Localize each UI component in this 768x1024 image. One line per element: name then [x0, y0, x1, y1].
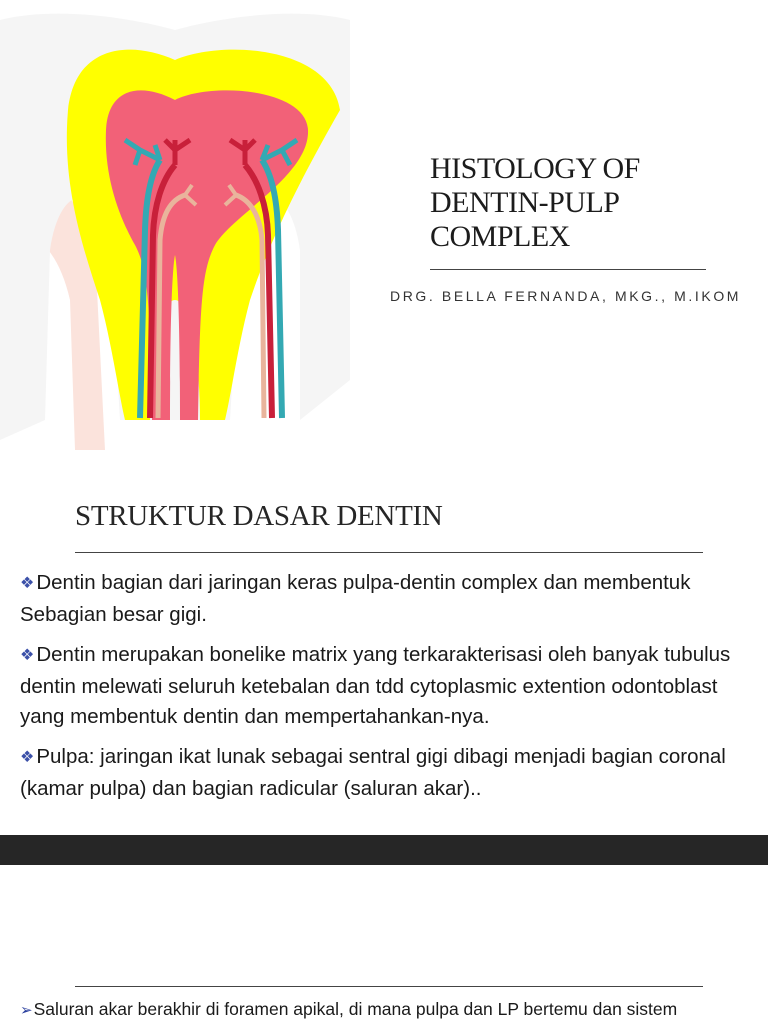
slide-separator [0, 835, 768, 865]
bullet-text: Saluran akar berakhir di foramen apikal, di mana pulpa dan LP bertemu dan sistem [33, 999, 678, 1019]
diamond-bullet-icon: ❖ [20, 749, 35, 766]
content-slide [0, 470, 768, 835]
title-line: HISTOLOGY OF [430, 152, 640, 185]
bullet-item [20, 640, 765, 732]
bullet-text: Pulpa: jaringan ikat lunak sebagai sentral gigi dibagi menjadi bagian coronal (kamar pulpa) dan bagian radicular (saluran akar).. [20, 745, 726, 800]
title-divider [430, 269, 706, 270]
bullet-item [20, 742, 765, 804]
title-line: COMPLEX [430, 220, 570, 253]
diamond-bullet-icon: ❖ [20, 575, 35, 592]
bullet-text: Dentin merupakan bonelike matrix yang terkarakterisasi oleh banyak tubulus dentin melewati seluruh ketebalan dan tdd cytoplasmic extention odontoblast yang membentuk dentin dan mempertahankan-nya. [20, 643, 731, 728]
diamond-bullet-icon: ❖ [20, 647, 35, 664]
bullet-text: Dentin bagian dari jaringan keras pulpa-dentin complex dan membentuk Sebagian besar gigi. [20, 571, 691, 626]
next-slide [0, 865, 768, 1024]
tooth-illustration [0, 0, 350, 450]
title-line: DENTIN-PULP [430, 186, 620, 219]
bullet-list [20, 568, 765, 814]
heading-divider [75, 986, 703, 987]
arrow-bullet-icon: ➢ [20, 1002, 33, 1019]
author-subtitle: DRG. BELLA FERNANDA, MKG., M.IKOM [390, 288, 742, 304]
bullet-item [20, 568, 765, 630]
bullet-item [20, 998, 768, 1022]
heading-divider [75, 552, 703, 553]
slide-title [430, 152, 760, 254]
slide-heading: STRUKTUR DASAR DENTIN [75, 500, 443, 532]
title-slide [0, 0, 768, 450]
